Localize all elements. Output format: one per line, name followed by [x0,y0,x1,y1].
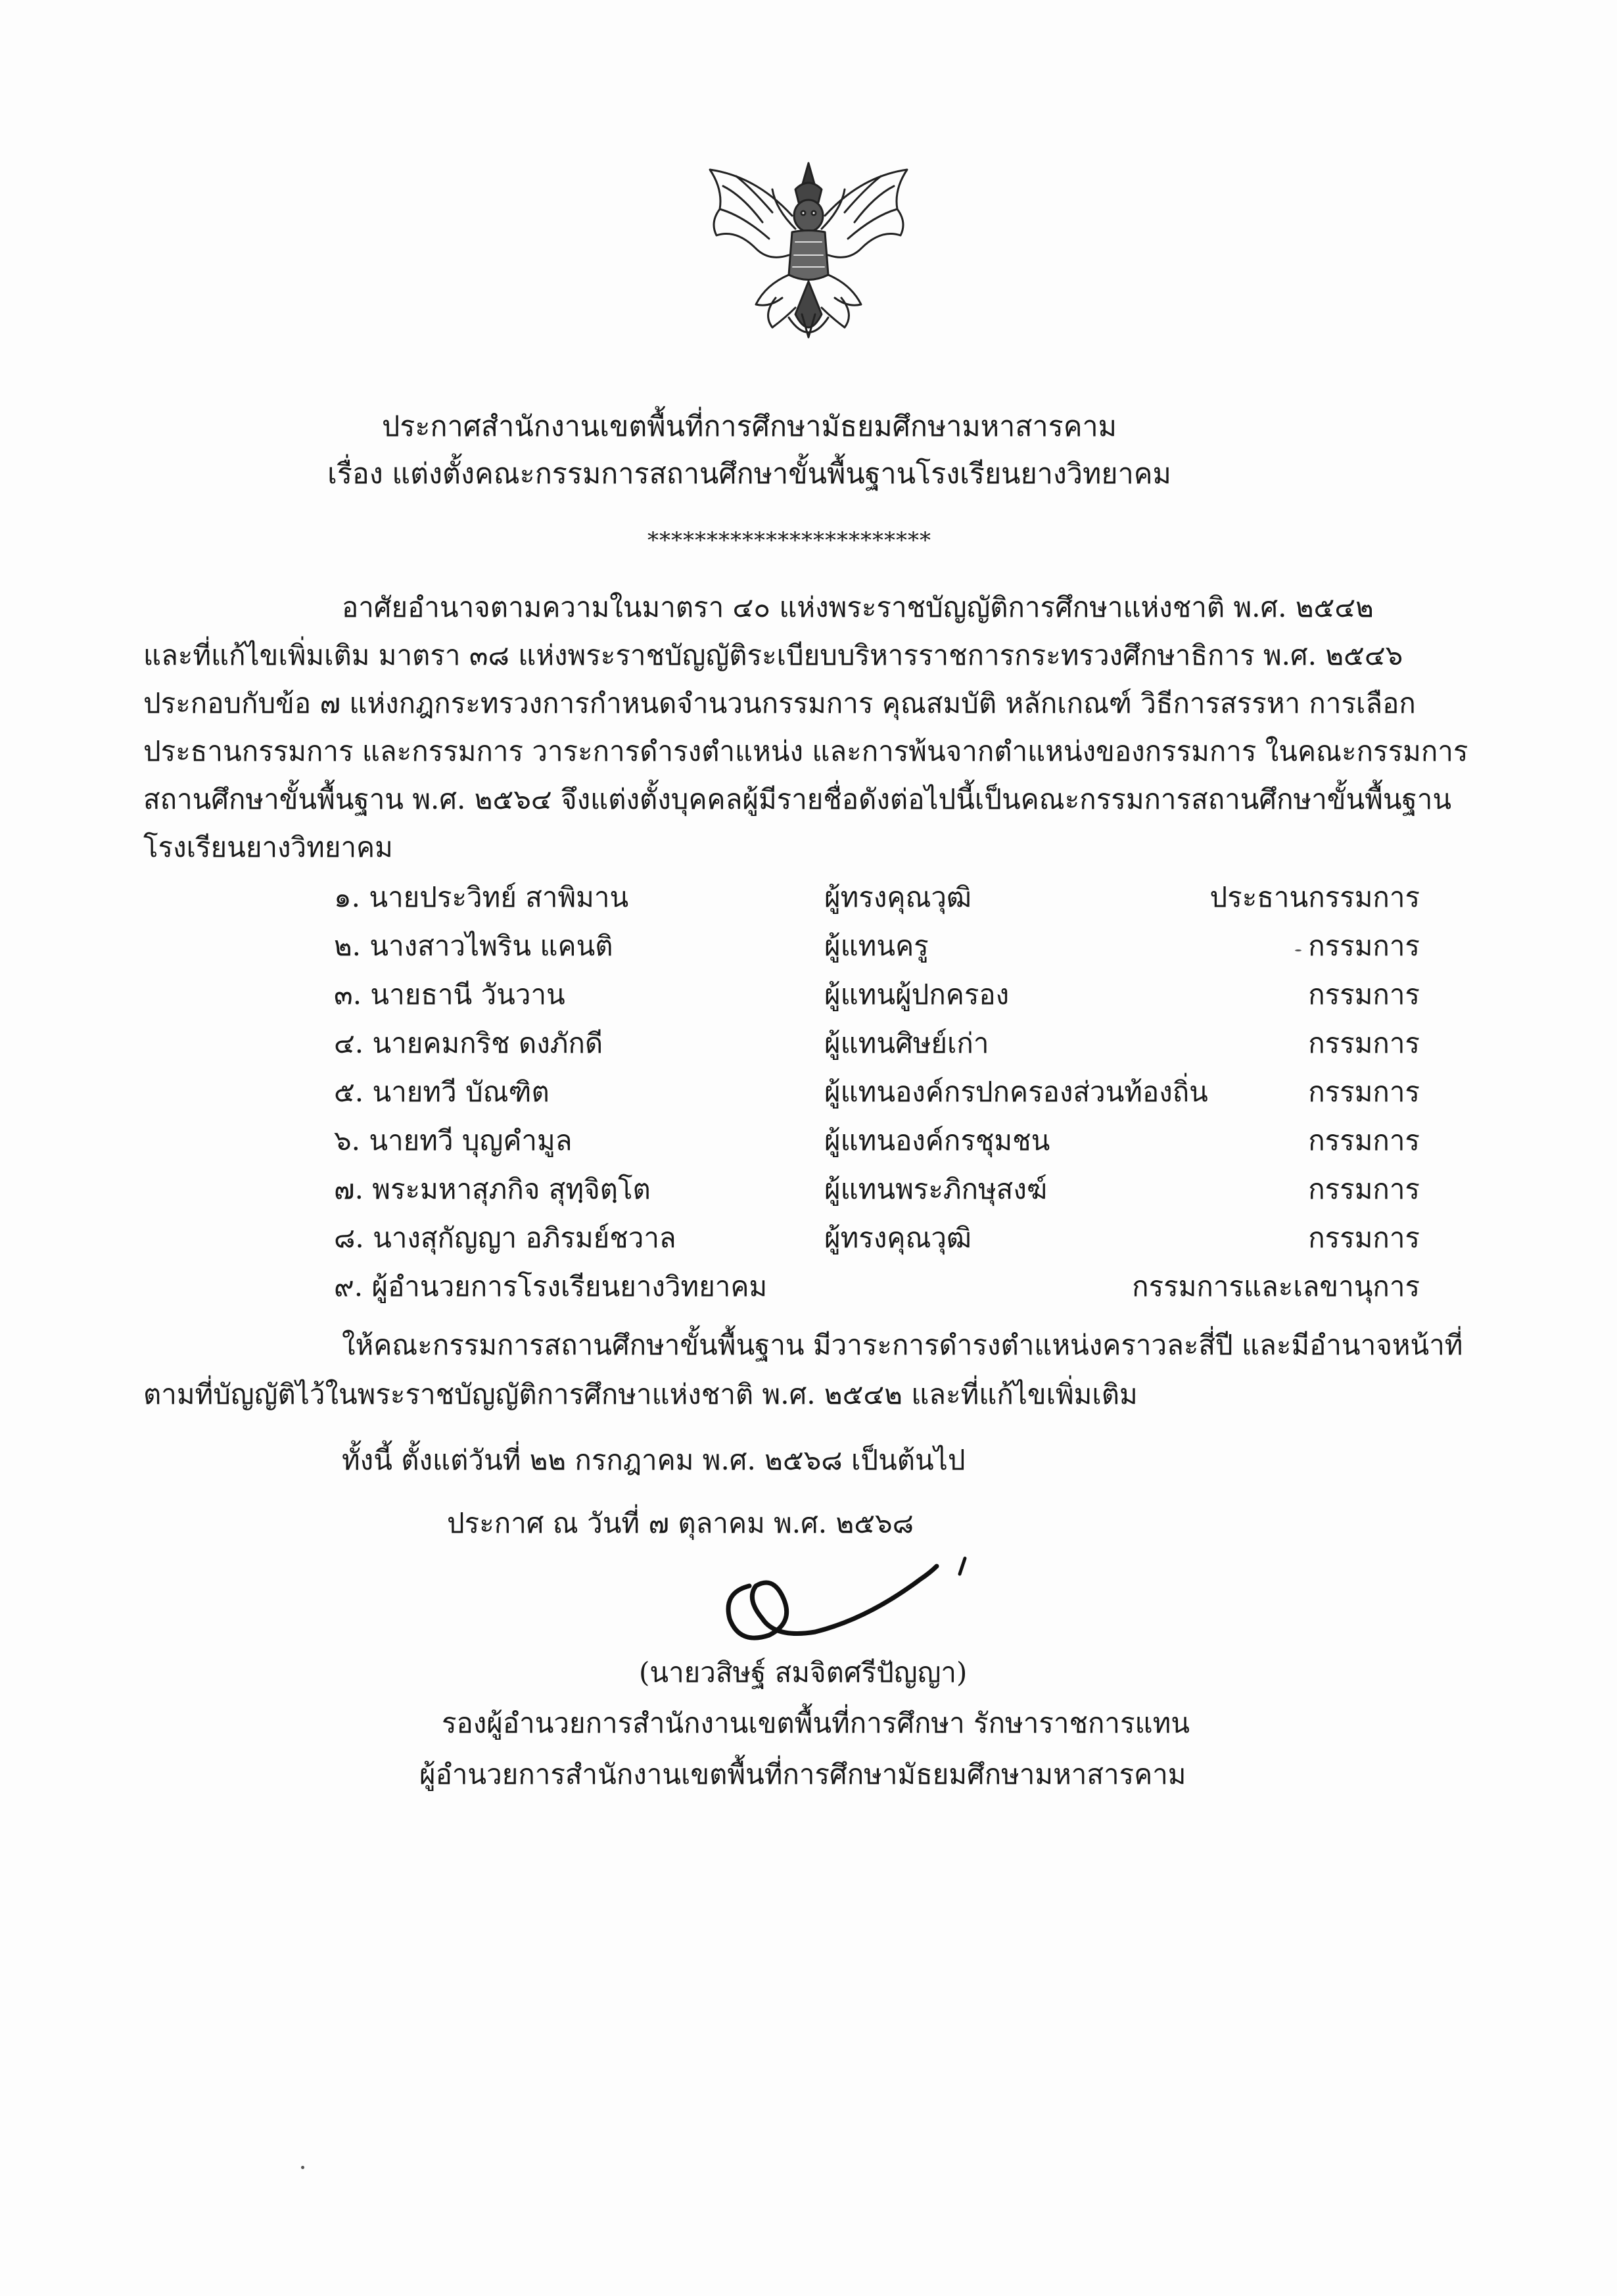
paragraph-line: สถานศึกษาขั้นพื้นฐาน พ.ศ. ๒๕๖๔ จึงแต่งตั้งบุคคลผู้มีรายชื่อดังต่อไปนี้เป็นคณะกรรมการสถานศึกษาขั้นพื้นฐาน [143,783,1452,815]
member-position: กรรมการ [1308,930,1420,962]
member-role: ผู้แทนพระภิกษุสงฆ์ [824,1173,1047,1205]
member-role: ผู้แทนศิษย์เก่า [824,1027,989,1059]
member-position: กรรมการ [1308,978,1420,1011]
member-position: กรรมการ [1308,1124,1420,1157]
member-position: กรรมการ [1308,1027,1420,1059]
member-position: กรรมการ [1308,1173,1420,1205]
member-name: ๖. นายทวี บุญคำมูล [334,1124,573,1157]
signer-name: (นายวสิษฐ์ สมจิตศรีปัญญา) [639,1656,968,1688]
paragraph-line: โรงเรียนยางวิทยาคม [143,831,393,863]
member-name: ๘. นางสุกัญญา อภิรมย์ชวาล [334,1222,676,1254]
member-role: ผู้แทนองค์กรปกครองส่วนท้องถิ่น [824,1076,1208,1108]
scan-speck [1295,949,1301,951]
paragraph-line: ประกอบกับข้อ ๗ แห่งกฎกระทรวงการกำหนดจำนวนกรรมการ คุณสมบัติ หลักเกณฑ์ วิธีการสรรหา การเลือก [143,687,1416,719]
member-role: ผู้แทนผู้ปกครอง [824,978,1010,1011]
member-role: ผู้แทนครู [824,930,929,962]
signer-title-2: ผู้อำนวยการสำนักงานเขตพื้นที่การศึกษามัธยมศึกษามหาสารคาม [419,1758,1186,1790]
garuda-emblem-icon [697,150,920,347]
member-role: ผู้ทรงคุณวุฒิ [824,1222,972,1254]
member-name: ๑. นายประวิทย์ สาพิมาน [334,881,629,913]
member-name: ๔. นายคมกริช ดงภักดี [334,1027,603,1059]
member-position: กรรมการ [1308,1076,1420,1108]
member-role: ผู้ทรงคุณวุฒิ [824,881,972,913]
signature-icon [710,1546,973,1658]
member-position: กรรมการ [1308,1222,1420,1254]
document-subject: เรื่อง แต่งตั้งคณะกรรมการสถานศึกษาขั้นพื้นฐานโรงเรียนยางวิทยาคม [327,458,1171,490]
member-name: ๗. พระมหาสุภกิจ สุทฺจิตฺโต [334,1173,651,1205]
paragraph-line: อาศัยอำนาจตามความในมาตรา ๔๐ แห่งพระราชบัญญัติการศึกษาแห่งชาติ พ.ศ. ๒๕๔๒ [342,591,1374,623]
effective-date: ทั้งนี้ ตั้งแต่วันที่ ๒๒ กรกฎาคม พ.ศ. ๒๕๖๘ เป็นต้นไป [342,1444,966,1476]
member-name: ๓. นายธานี วันวาน [334,978,565,1011]
document-title: ประกาศสำนักงานเขตพื้นที่การศึกษามัธยมศึกษามหาสารคาม [381,410,1117,443]
signer-title: รองผู้อำนวยการสำนักงานเขตพื้นที่การศึกษา รักษาราชการแทน [442,1707,1190,1739]
member-position: กรรมการและเลขานุการ [1132,1270,1420,1303]
title-separator: ************************ [647,527,931,554]
member-name: ๒. นางสาวไพริน แคนติ [334,930,613,962]
member-role: ผู้แทนองค์กรชุมชน [824,1124,1050,1157]
member-name: ๕. นายทวี บัณฑิต [334,1076,550,1108]
paragraph-line: และที่แก้ไขเพิ่มเติม มาตรา ๓๘ แห่งพระราชบัญญัติระเบียบบริหารราชการกระทรวงศึกษาธิการ พ.ศ. ๒๕๔๖ [143,639,1403,671]
paragraph-line: ตามที่บัญญัติไว้ในพระราชบัญญัติการศึกษาแห่งชาติ พ.ศ. ๒๕๔๒ และที่แก้ไขเพิ่มเติม [143,1378,1138,1410]
member-position: ประธานกรรมการ [1209,881,1420,913]
member-name: ๙. ผู้อำนวยการโรงเรียนยางวิทยาคม [334,1270,768,1303]
scan-speck [301,2166,304,2169]
paragraph-line: ประธานกรรมการ และกรรมการ วาระการดำรงตำแหน่ง และการพ้นจากตำแหน่งของกรรมการ ในคณะกรรมการ [143,735,1468,767]
paragraph-line: ให้คณะกรรมการสถานศึกษาขั้นพื้นฐาน มีวาระการดำรงตำแหน่งคราวละสี่ปี และมีอำนาจหน้าที่ [342,1329,1463,1361]
announcement-date: ประกาศ ณ วันที่ ๗ ตุลาคม พ.ศ. ๒๕๖๘ [447,1507,914,1539]
